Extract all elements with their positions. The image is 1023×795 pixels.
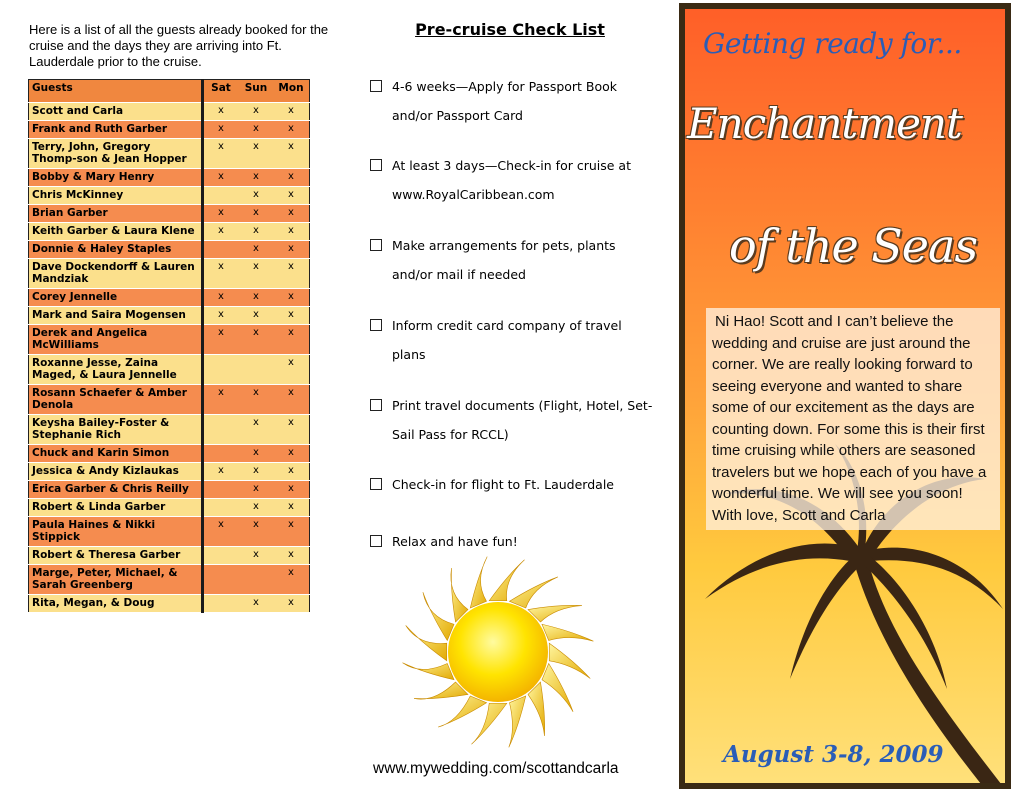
guest-name-cell: Bobby & Mary Henry bbox=[29, 169, 203, 187]
arrival-sun-cell: x bbox=[239, 517, 274, 547]
greeting: Ni Hao! bbox=[715, 313, 766, 330]
guest-name-cell: Keysha Bailey-Foster & Stephanie Rich bbox=[29, 415, 203, 445]
arrival-sat-cell: x bbox=[203, 259, 240, 289]
table-row bbox=[29, 289, 310, 307]
sun-ray bbox=[549, 643, 590, 678]
arrival-sun-cell: x bbox=[239, 121, 274, 139]
table-row bbox=[29, 415, 310, 445]
arrival-mon-cell: x bbox=[274, 445, 310, 463]
arrival-sun-cell bbox=[239, 355, 274, 385]
table-row bbox=[29, 325, 310, 355]
column-header: Sat bbox=[203, 80, 240, 103]
arrival-sun-cell: x bbox=[239, 289, 274, 307]
arrival-sun-cell: x bbox=[239, 187, 274, 205]
checklist-item-text: 4-6 weeks—Apply for Passport Book and/or Passport Card bbox=[392, 79, 618, 123]
arrival-sat-cell bbox=[203, 445, 240, 463]
guest-name-cell: Jessica & Andy Kizlaukas bbox=[29, 463, 203, 481]
checkbox[interactable] bbox=[370, 399, 382, 411]
arrival-mon-cell: x bbox=[274, 241, 310, 259]
arrival-mon-cell: x bbox=[274, 289, 310, 307]
ship-name-line1: Enchantment bbox=[687, 99, 962, 148]
sun-disc bbox=[448, 602, 548, 702]
arrival-mon-cell: x bbox=[274, 415, 310, 445]
arrival-sat-cell: x bbox=[203, 223, 240, 241]
sun-ray bbox=[542, 624, 593, 641]
sun-illustration bbox=[398, 554, 598, 754]
table-row bbox=[29, 103, 310, 121]
sun-ray bbox=[509, 696, 526, 747]
guest-name-cell: Derek and Angelica McWilliams bbox=[29, 325, 203, 355]
arrival-sat-cell bbox=[203, 499, 240, 517]
sun-ray bbox=[438, 696, 486, 727]
arrival-sat-cell bbox=[203, 241, 240, 259]
arrival-sun-cell: x bbox=[239, 481, 274, 499]
arrival-sun-cell: x bbox=[239, 547, 274, 565]
guest-name-cell: Rita, Megan, & Doug bbox=[29, 595, 203, 613]
arrival-mon-cell: x bbox=[274, 187, 310, 205]
arrival-sat-cell: x bbox=[203, 169, 240, 187]
table-row bbox=[29, 385, 310, 415]
arrival-sat-cell: x bbox=[203, 463, 240, 481]
table-row bbox=[29, 205, 310, 223]
arrival-sat-cell bbox=[203, 355, 240, 385]
arrival-sun-cell: x bbox=[239, 385, 274, 415]
arrival-mon-cell: x bbox=[274, 463, 310, 481]
arrival-sun-cell bbox=[239, 565, 274, 595]
sun-ray bbox=[471, 703, 506, 744]
guest-name-cell: Rosann Schaefer & Amber Denola bbox=[29, 385, 203, 415]
guest-name-cell: Chuck and Karin Simon bbox=[29, 445, 203, 463]
guest-name-cell: Mark and Saira Mogensen bbox=[29, 307, 203, 325]
arrival-sat-cell bbox=[203, 481, 240, 499]
checklist-item bbox=[370, 470, 655, 499]
arrival-sat-cell: x bbox=[203, 103, 240, 121]
column-header: Sun bbox=[239, 80, 274, 103]
arrival-mon-cell: x bbox=[274, 169, 310, 187]
arrival-sun-cell: x bbox=[239, 169, 274, 187]
arrival-mon-cell: x bbox=[274, 259, 310, 289]
guest-name-cell: Marge, Peter, Michael, & Sarah Greenberg bbox=[29, 565, 203, 595]
arrival-sun-cell: x bbox=[239, 241, 274, 259]
table-row bbox=[29, 547, 310, 565]
arrival-sun-cell: x bbox=[239, 445, 274, 463]
guest-name-cell: Brian Garber bbox=[29, 205, 203, 223]
arrival-mon-cell: x bbox=[274, 307, 310, 325]
table-row bbox=[29, 595, 310, 613]
checkbox[interactable] bbox=[370, 80, 382, 92]
checklist-item-text: Check-in for flight to Ft. Lauderdale bbox=[392, 477, 614, 492]
column-header: Mon bbox=[274, 80, 310, 103]
sun-ray bbox=[509, 577, 557, 608]
table-row bbox=[29, 355, 310, 385]
arrival-sat-cell: x bbox=[203, 205, 240, 223]
guest-name-cell: Scott and Carla bbox=[29, 103, 203, 121]
checklist-item-text: Make arrangements for pets, plants and/or mail if needed bbox=[392, 238, 616, 282]
arrival-sat-cell: x bbox=[203, 385, 240, 415]
arrival-sun-cell: x bbox=[239, 103, 274, 121]
guest-name-cell: Frank and Ruth Garber bbox=[29, 121, 203, 139]
arrival-sat-cell: x bbox=[203, 139, 240, 169]
arrival-sat-cell bbox=[203, 415, 240, 445]
sun-ray bbox=[470, 557, 487, 608]
cruise-date: August 3-8, 2009 bbox=[723, 741, 944, 768]
arrival-sun-cell: x bbox=[239, 223, 274, 241]
table-row bbox=[29, 139, 310, 169]
arrival-mon-cell: x bbox=[274, 547, 310, 565]
cover-tagline: Getting ready for... bbox=[703, 27, 962, 60]
table-row bbox=[29, 463, 310, 481]
checkbox[interactable] bbox=[370, 478, 382, 490]
guest-name-cell: Erica Garber & Chris Reilly bbox=[29, 481, 203, 499]
arrival-sun-cell: x bbox=[239, 205, 274, 223]
arrival-mon-cell: x bbox=[274, 139, 310, 169]
message-box bbox=[706, 308, 1000, 530]
checklist-item bbox=[370, 391, 655, 449]
guest-name-cell: Roxanne Jesse, Zaina Maged, & Laura Jennelle bbox=[29, 355, 203, 385]
arrival-sun-cell: x bbox=[239, 415, 274, 445]
table-row bbox=[29, 259, 310, 289]
arrival-mon-cell: x bbox=[274, 121, 310, 139]
arrival-mon-cell: x bbox=[274, 499, 310, 517]
arrival-mon-cell: x bbox=[274, 517, 310, 547]
table-row bbox=[29, 565, 310, 595]
arrival-sun-cell: x bbox=[239, 139, 274, 169]
sun-ray bbox=[528, 682, 545, 736]
checklist-item-text: Relax and have fun! bbox=[392, 534, 518, 549]
sun-ray bbox=[528, 605, 582, 622]
arrival-mon-cell: x bbox=[274, 205, 310, 223]
sun-ray bbox=[451, 568, 468, 622]
checklist-item-text: At least 3 days—Check-in for cruise at www.RoyalCaribbean.com bbox=[392, 158, 631, 202]
arrival-mon-cell: x bbox=[274, 481, 310, 499]
arrival-mon-cell: x bbox=[274, 385, 310, 415]
arrival-sat-cell: x bbox=[203, 289, 240, 307]
arrival-mon-cell: x bbox=[274, 565, 310, 595]
arrival-mon-cell: x bbox=[274, 595, 310, 613]
table-row bbox=[29, 223, 310, 241]
table-row bbox=[29, 481, 310, 499]
signoff: With love, Scott and Carla bbox=[712, 506, 886, 524]
checklist-item bbox=[370, 231, 655, 289]
checklist-item bbox=[370, 151, 655, 209]
arrival-sat-cell: x bbox=[203, 307, 240, 325]
table-row bbox=[29, 499, 310, 517]
guest-name-cell: Terry, John, Gregory Thomp-son & Jean Hopper bbox=[29, 139, 203, 169]
arrival-sat-cell: x bbox=[203, 325, 240, 355]
guest-name-cell: Donnie & Haley Staples bbox=[29, 241, 203, 259]
checkbox[interactable] bbox=[370, 239, 382, 251]
guest-name-cell: Chris McKinney bbox=[29, 187, 203, 205]
arrival-sun-cell: x bbox=[239, 463, 274, 481]
sun-ray bbox=[414, 682, 468, 699]
arrival-sat-cell bbox=[203, 595, 240, 613]
checklist-title: Pre-cruise Check List bbox=[415, 20, 605, 39]
arrival-sat-cell bbox=[203, 547, 240, 565]
arrival-sun-cell: x bbox=[239, 499, 274, 517]
checklist-item bbox=[370, 72, 655, 130]
intro-text: Here is a list of all the guests already booked for the cruise and the days they are arriving into Ft. Lauderdale prior to the cruise. bbox=[29, 22, 329, 69]
arrival-sun-cell: x bbox=[239, 595, 274, 613]
guest-name-cell: Paula Haines & Nikki Stippick bbox=[29, 517, 203, 547]
sun-ray bbox=[423, 592, 454, 640]
guest-name-cell: Keith Garber & Laura Klene bbox=[29, 223, 203, 241]
table-row bbox=[29, 517, 310, 547]
sun-ray bbox=[403, 663, 454, 680]
guest-name-cell: Dave Dockendorff & Lauren Mandziak bbox=[29, 259, 203, 289]
checkbox[interactable] bbox=[370, 535, 382, 547]
arrival-sun-cell: x bbox=[239, 307, 274, 325]
checkbox[interactable] bbox=[370, 159, 382, 171]
checklist-item bbox=[370, 527, 655, 556]
arrival-mon-cell: x bbox=[274, 355, 310, 385]
arrival-mon-cell: x bbox=[274, 325, 310, 355]
checkbox[interactable] bbox=[370, 319, 382, 331]
table-row bbox=[29, 121, 310, 139]
cover-panel bbox=[679, 3, 1011, 789]
arrival-sat-cell: x bbox=[203, 121, 240, 139]
guest-name-cell: Corey Jennelle bbox=[29, 289, 203, 307]
table-row bbox=[29, 169, 310, 187]
ship-name-line2: of the Seas bbox=[729, 219, 978, 273]
checklist-item-text: Print travel documents (Flight, Hotel, Set-Sail Pass for RCCL) bbox=[392, 398, 653, 442]
arrival-sun-cell: x bbox=[239, 259, 274, 289]
table-row bbox=[29, 307, 310, 325]
checklist-item-text: Inform credit card company of travel plans bbox=[392, 318, 622, 362]
message-text: Scott and I can’t believe the wedding and cruise are just around the corner. We are really looking forward to seeing everyone and wanted to share some of our excitement as the days are counting down. For some this is their first time cruising while others are seasoned travelers but we hope each of you have a wonderful time. We will see you soon! bbox=[712, 313, 987, 502]
sun-ray bbox=[542, 663, 573, 711]
arrival-mon-cell: x bbox=[274, 223, 310, 241]
checklist-item bbox=[370, 311, 655, 369]
website-url: www.mywedding.com/scottandcarla bbox=[373, 760, 619, 777]
table-header-row bbox=[29, 80, 310, 103]
table-row bbox=[29, 445, 310, 463]
guest-name-cell: Robert & Linda Garber bbox=[29, 499, 203, 517]
sun-ray bbox=[489, 560, 524, 601]
guest-table bbox=[28, 79, 310, 613]
arrival-sat-cell bbox=[203, 565, 240, 595]
arrival-mon-cell: x bbox=[274, 103, 310, 121]
guest-name-cell: Robert & Theresa Garber bbox=[29, 547, 203, 565]
arrival-sun-cell: x bbox=[239, 325, 274, 355]
arrival-sat-cell: x bbox=[203, 517, 240, 547]
column-header: Guests bbox=[29, 80, 203, 103]
table-row bbox=[29, 241, 310, 259]
sun-ray bbox=[406, 625, 447, 660]
arrival-sat-cell bbox=[203, 187, 240, 205]
table-row bbox=[29, 187, 310, 205]
